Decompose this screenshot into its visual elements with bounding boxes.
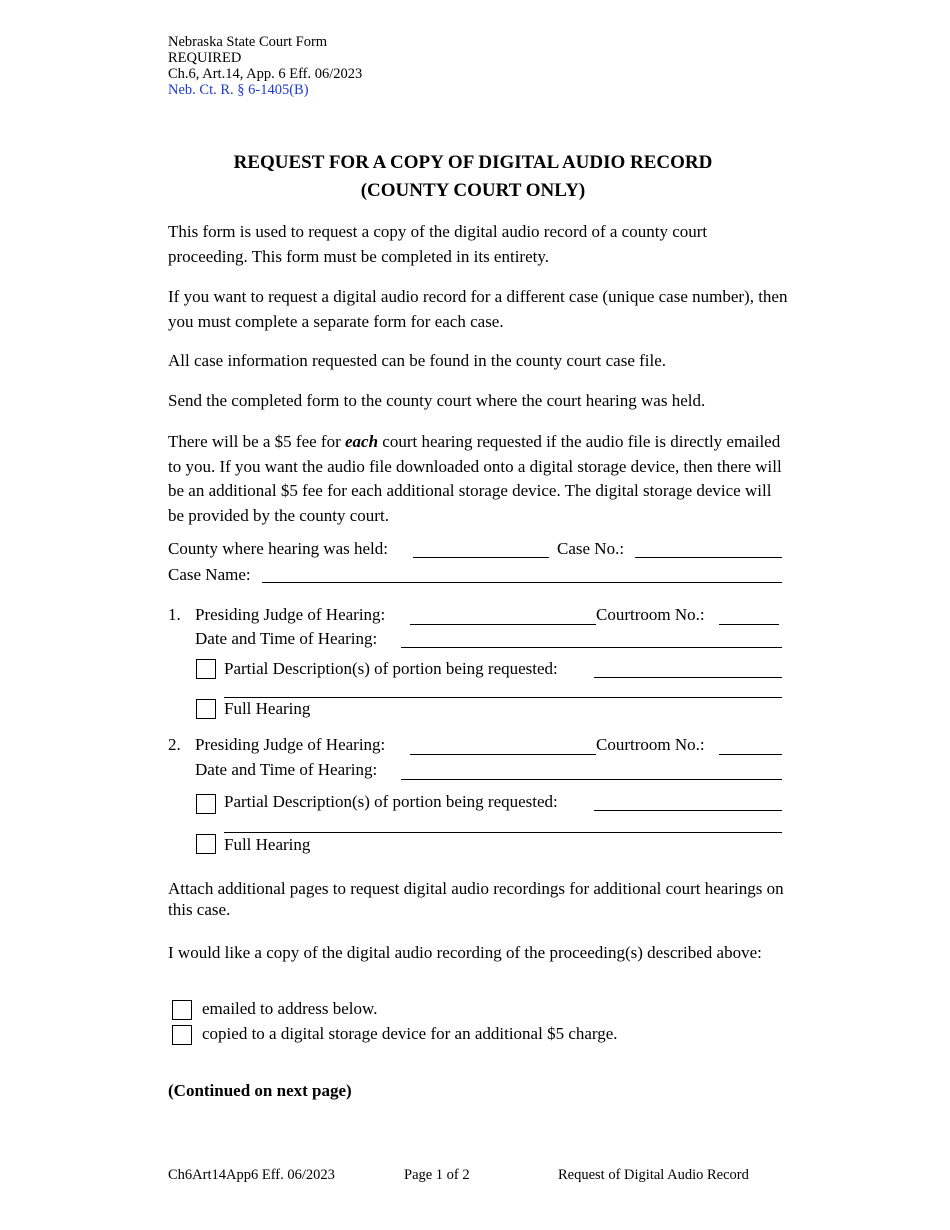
case-no-label: Case No.: [557, 539, 625, 558]
fee-text-after: court hearing requested if the audio file is directly emailed to you. If you want the audio file downloaded onto a digital storage device, then there will be an additional $5 fee for each additional storage device. The digital storage device will be provided by the county court. [168, 432, 782, 525]
fee-text-emphasis: each [345, 432, 379, 451]
hearing-1-number: 1. [168, 605, 181, 624]
intro-paragraph-2: If you want to request a digital audio record for a different case (unique case number), then you must complete a separate form for each case. [168, 287, 788, 331]
form-header [168, 34, 362, 98]
court-rule-link[interactable]: Neb. Ct. R. § 6-1405(B) [168, 82, 309, 98]
hearing-2-partial-field[interactable] [594, 810, 782, 811]
county-field[interactable] [413, 557, 549, 558]
hearing-2-courtroom-label: Courtroom No.: [596, 735, 705, 754]
case-name-label: Case Name: [168, 565, 251, 584]
copy-request-intro: I would like a copy of the digital audio recording of the proceeding(s) described above: [168, 943, 762, 962]
hearing-2-judge-field[interactable] [410, 754, 596, 755]
footer-page-number: Page 1 of 2 [404, 1167, 470, 1183]
hearing-1-partial-field[interactable] [594, 677, 782, 678]
hearing-2-partial-field-line2[interactable] [224, 832, 782, 833]
intro-paragraph-1: This form is used to request a copy of the digital audio record of a county court proceeding. This form must be completed in its entirety. [168, 222, 708, 266]
continued-note: (Continued on next page) [168, 1081, 352, 1100]
case-no-field[interactable] [635, 557, 782, 558]
hearing-1-full-checkbox[interactable] [196, 699, 216, 719]
form-name: Nebraska State Court Form [168, 34, 328, 50]
hearing-1-courtroom-field[interactable] [719, 624, 779, 625]
email-option-label: emailed to address below. [202, 999, 378, 1018]
email-option-checkbox[interactable] [172, 1000, 192, 1020]
form-title-line1: REQUEST FOR A COPY OF DIGITAL AUDIO RECORD [233, 152, 713, 173]
hearing-2-partial-label: Partial Description(s) of portion being requested: [224, 792, 558, 811]
device-option-label: copied to a digital storage device for an additional $5 charge. [202, 1024, 618, 1043]
hearing-2-judge-label: Presiding Judge of Hearing: [195, 735, 386, 754]
device-option-checkbox[interactable] [172, 1025, 192, 1045]
hearing-1-judge-label: Presiding Judge of Hearing: [195, 605, 386, 624]
form-title-line2: (COUNTY COURT ONLY) [360, 180, 586, 201]
hearing-1-partial-label: Partial Description(s) of portion being requested: [224, 659, 558, 678]
intro-paragraph-4: Send the completed form to the county court where the court hearing was held. [168, 391, 706, 410]
hearing-1-partial-checkbox[interactable] [196, 659, 216, 679]
hearing-2-partial-checkbox[interactable] [196, 794, 216, 814]
required-label: REQUIRED [168, 50, 242, 66]
hearing-2-full-label: Full Hearing [224, 835, 311, 854]
footer-form-title: Request of Digital Audio Record [558, 1167, 749, 1183]
hearing-1-partial-field-line2[interactable] [224, 697, 782, 698]
hearing-2-full-checkbox[interactable] [196, 834, 216, 854]
county-label: County where hearing was held: [168, 539, 388, 558]
hearing-2-datetime-field[interactable] [401, 779, 782, 780]
footer-form-id: Ch6Art14App6 Eff. 06/2023 [168, 1167, 335, 1183]
form-citation: Ch.6, Art.14, App. 6 Eff. 06/2023 [168, 66, 363, 82]
hearing-1-datetime-field[interactable] [401, 647, 782, 648]
fee-paragraph [168, 430, 788, 528]
attach-note: Attach additional pages to request digital audio recordings for additional court hearings on this case. [168, 879, 784, 919]
fee-text-before: There will be a $5 fee for [168, 432, 345, 451]
case-name-field[interactable] [262, 582, 782, 583]
hearing-2-courtroom-field[interactable] [719, 754, 782, 755]
hearing-2-datetime-label: Date and Time of Hearing: [195, 760, 378, 779]
hearing-1-datetime-label: Date and Time of Hearing: [195, 629, 378, 648]
intro-paragraph-3: All case information requested can be found in the county court case file. [168, 351, 667, 370]
hearing-2-number: 2. [168, 735, 181, 754]
hearing-1-courtroom-label: Courtroom No.: [596, 605, 705, 624]
hearing-1-full-label: Full Hearing [224, 699, 311, 718]
hearing-1-judge-field[interactable] [410, 624, 596, 625]
